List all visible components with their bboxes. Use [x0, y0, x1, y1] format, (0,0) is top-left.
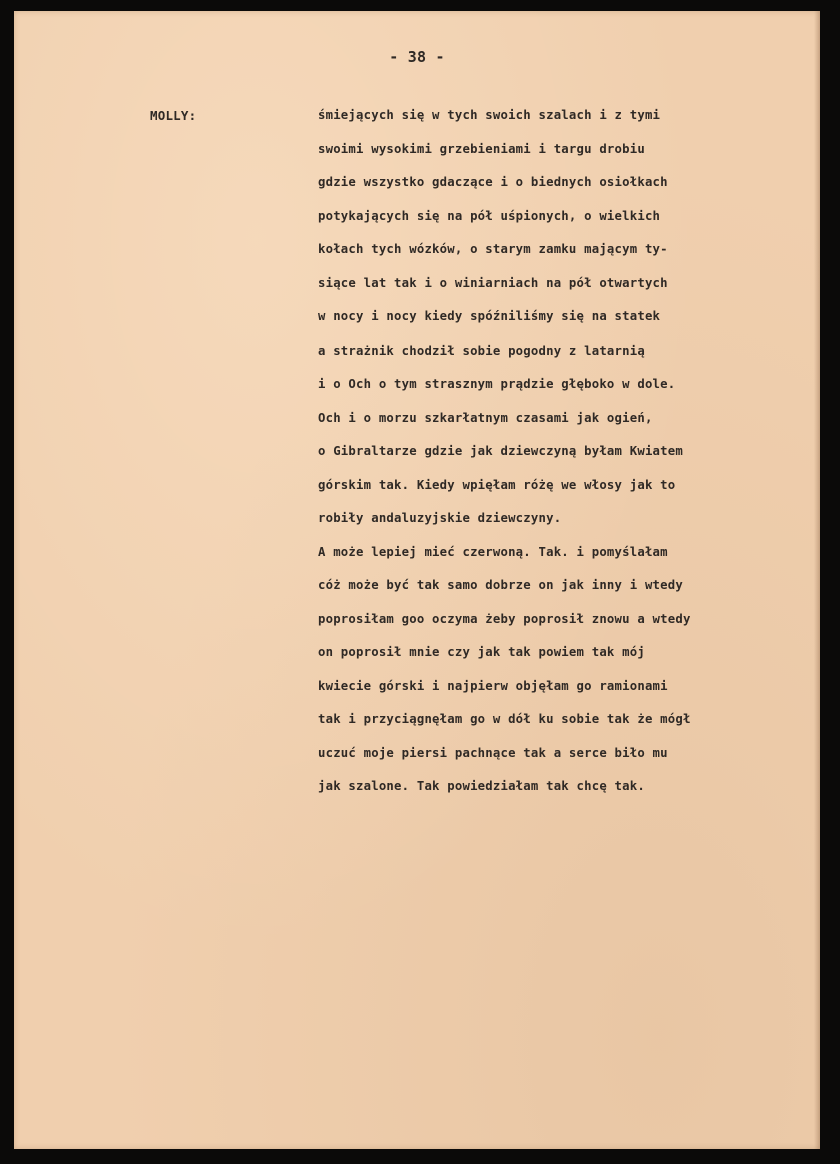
- text-line: siące lat tak i o winiarniach na pół otwartych: [318, 275, 668, 290]
- speech-text: [318, 105, 818, 810]
- text-line: Och i o morzu szkarłatnym czasami jak ogień,: [318, 410, 653, 425]
- text-line: i o Och o tym strasznym prądzie głęboko w dole.: [318, 377, 676, 391]
- text-line: kołach tych wózków, o starym zamku mającym ty-: [318, 242, 668, 256]
- page-number: - 38 -: [389, 48, 445, 66]
- text-line: kwiecie górski i najpierw objęłam go ramionami: [318, 678, 668, 693]
- text-line: poprosiłam goo oczyma żeby poprosił znowu a wtedy: [318, 611, 691, 626]
- text-line: A może lepiej mieć czerwoną. Tak. i pomyślałam: [318, 544, 668, 559]
- text-line: tak i przyciągnęłam go w dół ku sobie tak że mógł: [318, 712, 691, 726]
- text-line: górskim tak. Kiedy wpięłam różę we włosy jak to: [318, 477, 676, 492]
- text-line: jak szalone. Tak powiedziałam tak chcę tak.: [318, 779, 645, 793]
- text-line: w nocy i nocy kiedy spóźniliśmy się na statek: [318, 309, 661, 323]
- paper-sheet: [14, 11, 820, 1149]
- text-line: potykających się na pół uśpionych, o wielkich: [318, 208, 661, 223]
- text-line: gdzie wszystko gdaczące i o biednych osiołkach: [318, 175, 668, 189]
- text-line: swoimi wysokimi grzebieniami i targu drobiu: [318, 141, 645, 156]
- speaker-name: MOLLY:: [150, 108, 197, 123]
- text-line: a strażnik chodził sobie pogodny z latarnią: [318, 343, 645, 358]
- text-line: śmiejących się w tych swoich szalach i z tymi: [318, 108, 661, 122]
- text-line: on poprosił mnie czy jak tak powiem tak mój: [318, 645, 645, 659]
- text-line: robiły andaluzyjskie dziewczyny.: [318, 511, 562, 525]
- text-line: cóż może być tak samo dobrze on jak inny i wtedy: [318, 578, 683, 592]
- text-line: o Gibraltarze gdzie jak dziewczyną byłam Kwiatem: [318, 444, 683, 458]
- text-line: uczuć moje piersi pachnące tak a serce biło mu: [318, 745, 668, 760]
